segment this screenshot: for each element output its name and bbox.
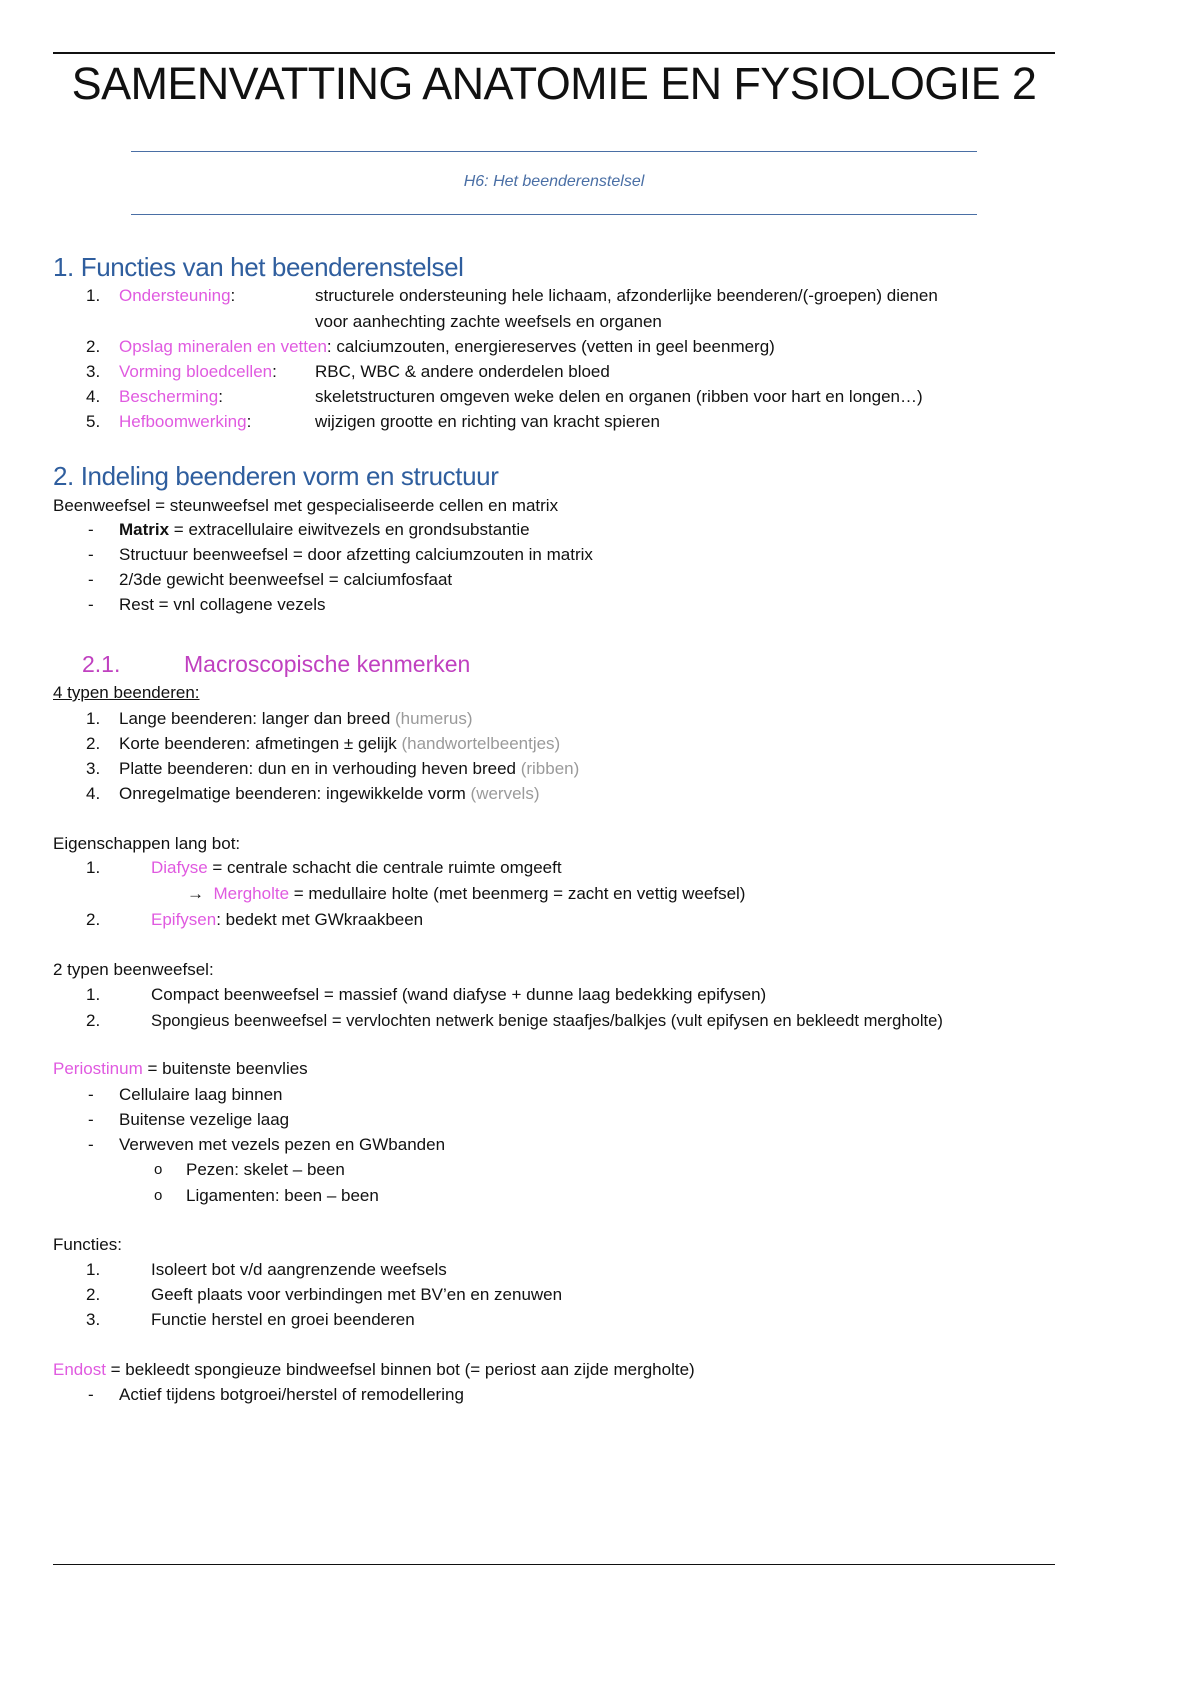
bullet-dash: - [88,1085,94,1104]
term-sep: : [218,387,223,406]
tissue-label: 2 typen beenweefsel: [53,960,214,979]
list-item: Actief tijdens botgroei/herstel of remodellering [119,1385,464,1404]
bullet-dash: - [88,1135,94,1154]
bullet-dash: - [88,1385,94,1404]
item-text: = extracellulaire eiwitvezels en grondsubstantie [169,520,530,539]
list-item: 2/3de gewicht beenweefsel = calciumfosfaat [119,570,453,589]
types-label: 4 typen beenderen: [53,683,200,702]
arrow-icon: → [187,884,204,903]
list-item: Rest = vnl collagene vezels [119,595,326,614]
list-item: Structuur beenweefsel = door afzetting calciumzouten in matrix [119,545,593,564]
bullet-dash: - [88,520,94,539]
list-number: 1. [86,858,101,877]
term: Opslag mineralen en vetten [119,337,327,356]
term: Periostinum [53,1059,143,1078]
list-item [119,518,530,542]
list-item: Cellulaire laag binnen [119,1085,283,1104]
list-number: 4. [86,784,101,803]
list-number: 4. [86,387,101,406]
example: (handwortelbeentjes) [401,734,561,753]
example: (wervels) [470,784,540,803]
list-item [119,410,251,434]
list-number: 2. [86,910,101,929]
list-number: 2. [86,337,101,356]
periost-line [53,1057,308,1081]
list-item [151,856,562,880]
list-number: 1. [86,709,101,728]
list-item: Buitense vezelige laag [119,1110,290,1129]
section-1-heading: 1. Functies van het beenderenstelsel [53,252,464,282]
list-number: 1. [86,985,101,1004]
list-number: 5. [86,412,101,431]
item-text: RBC, WBC & andere onderdelen bloed [315,362,610,381]
bullet-dash: - [88,545,94,564]
term-sep: : [272,362,277,381]
term: Ondersteuning [119,286,231,305]
term-sep: : [230,286,236,305]
term: Mergholte [213,884,290,903]
list-item [119,732,560,756]
term: Hefboomwerking [119,412,247,431]
item-text: = medullaire holte (met beenmerg = zacht en vettig weefsel) [289,884,746,903]
list-number: 1. [86,1260,101,1279]
list-item: Isoleert bot v/d aangrenzende weefsels [151,1260,447,1279]
top-rule [53,52,1055,54]
list-item [119,335,775,359]
term: Diafyse [151,858,208,877]
chapter-subtitle: H6: Het beenderenstelsel [463,173,645,190]
list-item [119,284,235,308]
list-item: Verweven met vezels pezen en GWbanden [119,1135,446,1154]
example: (humerus) [395,709,473,728]
term-sep: : [326,337,332,356]
item-text: : bedekt met GWkraakbeen [216,910,424,929]
item-text: Korte beenderen: afmetingen ± gelijk [119,734,402,753]
section-2-1-title: Macroscopische kenmerken [184,651,471,677]
functions-label: Functies: [53,1235,122,1254]
circle-bullet-icon: o [154,1161,163,1178]
term: Endost [53,1360,106,1379]
list-number: 2. [86,734,101,753]
term: Epifysen [151,910,217,929]
list-number: 1. [86,286,101,305]
bottom-rule [53,1564,1055,1565]
bullet-dash: - [88,595,94,614]
list-item [119,757,579,781]
item-text-cont: voor aanhechting zachte weefsels en organen [315,312,662,331]
list-item [119,360,277,384]
item-text: = bekleedt spongieuze bindweefsel binnen bot (= periost aan zijde mergholte) [105,1360,695,1379]
bullet-dash: - [88,1110,94,1129]
item-text: calciumzouten, energiereserves (vetten in geel beenmerg) [336,337,775,356]
term: Bescherming [119,387,219,406]
sub-item [187,882,745,906]
page-title: SAMENVATTING ANATOMIE EN FYSIOLOGIE 2 [71,58,1037,109]
item-text: Onregelmatige beenderen: ingewikkelde vorm [119,784,471,803]
section-2-intro: Beenweefsel = steunweefsel met gespecialiseerde cellen en matrix [53,496,559,515]
sub-item: Ligamenten: been – been [186,1186,379,1205]
list-number: 3. [86,1310,101,1329]
list-item: Functie herstel en groei beenderen [151,1310,415,1329]
section-2-1-number: 2.1. [82,651,121,677]
props-label: Eigenschappen lang bot: [53,834,241,853]
list-item [119,385,223,409]
item-text: structurele ondersteuning hele lichaam, afzonderlijke beenderen/(-groepen) dienen [315,286,938,305]
section-2-heading: 2. Indeling beenderen vorm en structuur [53,461,499,491]
term-sep: : [246,412,252,431]
bold-term: Matrix [119,520,170,539]
item-text: = buitenste beenvlies [142,1059,308,1078]
endost-line [53,1358,695,1382]
item-text: skeletstructuren omgeven weke delen en organen (ribben voor hart en longen…) [315,387,923,406]
item-text: wijzigen grootte en richting van kracht spieren [315,412,660,431]
list-item: Spongieus beenweefsel = vervlochten netwerk benige staafjes/balkjes (vult epifysen en bekleedt mergholte) [151,1011,943,1030]
list-item [119,707,472,731]
chapter-rule-top [131,151,977,152]
term: Vorming bloedcellen [119,362,273,381]
list-item: Geeft plaats voor verbindingen met BV’en en zenuwen [151,1285,563,1304]
list-number: 2. [86,1285,101,1304]
chapter-rule-bottom [131,214,977,215]
list-item [151,908,423,932]
item-text: = centrale schacht die centrale ruimte omgeeft [207,858,562,877]
list-number: 3. [86,362,101,381]
list-item [119,782,539,806]
example: (ribben) [520,759,580,778]
list-number: 3. [86,759,101,778]
item-text: Lange beenderen: langer dan breed [119,709,396,728]
list-item: Compact beenweefsel = massief (wand diafyse + dunne laag bedekking epifysen) [151,985,767,1004]
bullet-dash: - [88,570,94,589]
list-number: 2. [86,1011,101,1030]
item-text: Platte beenderen: dun en in verhouding heven breed [119,759,521,778]
sub-item: Pezen: skelet – been [186,1160,345,1179]
circle-bullet-icon: o [154,1187,163,1204]
